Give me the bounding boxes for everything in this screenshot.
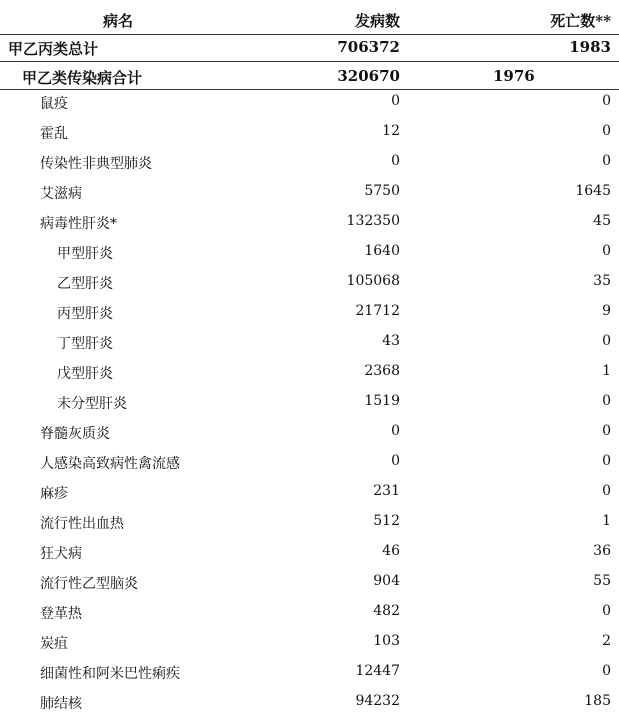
death-count: 45 <box>593 213 611 229</box>
death-count: 1 <box>602 513 611 529</box>
total-deaths: 1983 <box>569 38 611 56</box>
case-count: 132350 <box>346 213 400 229</box>
case-count: 103 <box>373 633 400 649</box>
disease-name: 乙型肝炎 <box>57 276 113 292</box>
disease-name: 麻疹 <box>40 486 68 502</box>
death-count: 0 <box>602 123 611 139</box>
subtotal-cases: 320670 <box>337 67 400 85</box>
case-count: 512 <box>373 513 400 529</box>
disease-name: 肺结核 <box>40 696 82 712</box>
case-count: 5750 <box>364 183 400 199</box>
death-count: 0 <box>602 483 611 499</box>
case-count: 0 <box>391 153 400 169</box>
death-count: 35 <box>593 273 611 289</box>
case-count: 12447 <box>355 663 400 679</box>
death-count: 185 <box>584 693 611 709</box>
case-count: 0 <box>391 93 400 109</box>
death-count: 1 <box>602 363 611 379</box>
disease-name: 炭疽 <box>40 636 68 652</box>
death-count: 36 <box>593 543 611 559</box>
subtotal-deaths: 1976 <box>493 67 535 85</box>
case-count: 21712 <box>355 303 400 319</box>
disease-name: 未分型肝炎 <box>57 396 127 412</box>
death-count: 0 <box>602 243 611 259</box>
disease-name: 戊型肝炎 <box>57 366 113 382</box>
disease-name: 甲型肝炎 <box>57 246 113 262</box>
disease-name: 丙型肝炎 <box>57 306 113 322</box>
death-count: 55 <box>593 573 611 589</box>
disease-name: 流行性乙型脑炎 <box>40 576 138 592</box>
case-count: 46 <box>382 543 400 559</box>
case-count: 43 <box>382 333 400 349</box>
disease-name: 病毒性肝炎* <box>40 216 117 232</box>
death-count: 0 <box>602 663 611 679</box>
case-count: 2368 <box>364 363 400 379</box>
disease-name: 登革热 <box>40 606 82 622</box>
disease-name: 传染性非典型肺炎 <box>40 156 152 172</box>
total-cases: 706372 <box>337 38 400 56</box>
disease-name: 脊髓灰质炎 <box>40 426 110 442</box>
header-divider <box>0 34 619 35</box>
death-count: 0 <box>602 603 611 619</box>
case-count: 0 <box>391 423 400 439</box>
disease-name: 艾滋病 <box>40 186 82 202</box>
case-count: 105068 <box>346 273 400 289</box>
total-divider <box>0 61 619 62</box>
case-count: 12 <box>382 123 400 139</box>
death-count: 0 <box>602 153 611 169</box>
case-count: 231 <box>373 483 400 499</box>
disease-name: 霍乱 <box>40 126 68 142</box>
disease-name: 人感染高致病性禽流感 <box>40 456 180 472</box>
header-cases: 发病数 <box>354 12 400 30</box>
death-count: 0 <box>602 453 611 469</box>
case-count: 904 <box>373 573 400 589</box>
subtotal-name: 甲乙类传染病合计 <box>22 69 143 87</box>
subtotal-divider <box>0 89 619 90</box>
disease-name: 鼠疫 <box>40 96 68 112</box>
death-count: 0 <box>602 333 611 349</box>
death-count: 9 <box>602 303 611 319</box>
disease-name: 狂犬病 <box>40 546 82 562</box>
disease-name: 细菌性和阿米巴性痢疾 <box>40 666 180 682</box>
case-count: 0 <box>391 453 400 469</box>
header-disease-name: 病名 <box>103 12 134 30</box>
case-count: 1519 <box>364 393 400 409</box>
death-count: 2 <box>602 633 611 649</box>
total-name: 甲乙丙类总计 <box>8 40 99 58</box>
header-deaths: 死亡数** <box>550 12 611 30</box>
case-count: 482 <box>373 603 400 619</box>
death-count: 0 <box>602 423 611 439</box>
death-count: 0 <box>602 393 611 409</box>
case-count: 94232 <box>355 693 400 709</box>
case-count: 1640 <box>364 243 400 259</box>
disease-name: 丁型肝炎 <box>57 336 113 352</box>
death-count: 0 <box>602 93 611 109</box>
death-count: 1645 <box>575 183 611 199</box>
disease-name: 流行性出血热 <box>40 516 124 532</box>
